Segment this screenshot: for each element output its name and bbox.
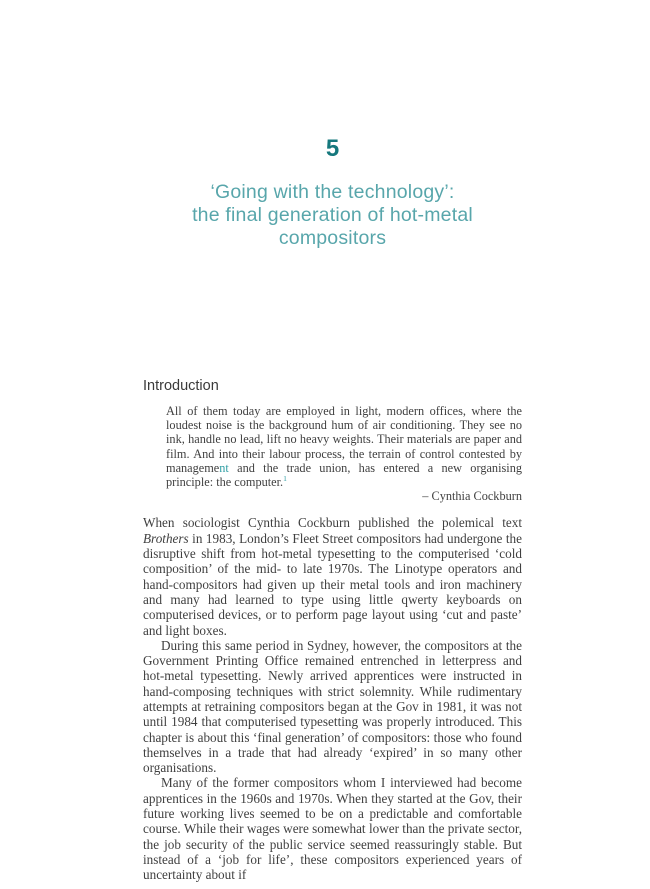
text-run: Many of the former compositors whom I interviewed had become apprentices in the 1960s and 1970s. When they started at the Gov, their future working lives seemed to be on a predictable and comfortable course. While their wages were somewhat lower than the private sector, the job security of the public service seemed reassuringly stable. But instead of a ‘job for life’, these compositors experienced years of uncertainty about if xyxy=(143,775,522,883)
chapter-title xyxy=(143,181,522,250)
chapter-title-line2: the final generation of hot-metal compositors xyxy=(192,204,473,249)
italic-text: Brothers xyxy=(143,530,189,546)
text-run: All of them today are employed in light, modern offices, where the loudest noise is the background hum of air conditioning. They see no ink, handle no lead, lift no heavy weights. Their materials are paper and film. And into their labour process, the terrain of control contested by manageme xyxy=(166,404,522,475)
text-run: in 1983, London’s Fleet Street compositors had undergone the disruptive shift from hot-metal typesetting to the computerised ‘cold composition’ of the mid- to late 1970s. The Linotype operators and hand-compositors had given up their metal tools and iron machinery and many had learned to type using little qwerty keyboards on computerised devices, or to perform page layout using ‘cut and paste’ and light boxes. xyxy=(143,530,522,638)
text-run: During this same period in Sydney, however, the compositors at the Government Printing Office remained entrenched in letterpress and hot-metal typesetting. Newly arrived apprentices were instructed in hand-composing techniques with strict solemnity. While rudimentary attempts at retraining compositors began at the Gov in 1981, it was not until 1984 that computerised typesetting was properly introduced. This chapter is about this ‘final generation’ of compositors: those who found themselves in a trade that had already ‘expired’ in so many other organisations. xyxy=(143,637,522,776)
text-run: and the trade union, has entered a new organising principle: the computer. xyxy=(166,460,522,490)
section-heading: Introduction xyxy=(143,378,219,394)
body-paragraph xyxy=(143,515,522,637)
chapter-number: 5 xyxy=(325,135,340,162)
epigraph-quote xyxy=(166,404,522,489)
quote-attribution: – Cynthia Cockburn xyxy=(422,489,522,504)
teal-text: nt xyxy=(219,460,229,475)
body-paragraph xyxy=(143,638,522,776)
body-text xyxy=(143,515,522,882)
text-block xyxy=(143,0,522,883)
body-paragraph xyxy=(143,775,522,882)
text-run: When sociologist Cynthia Cockburn published the polemical text xyxy=(143,515,522,531)
footnote-marker: 1 xyxy=(283,473,287,483)
chapter-title-line1: ‘Going with the technology’: xyxy=(210,181,455,203)
